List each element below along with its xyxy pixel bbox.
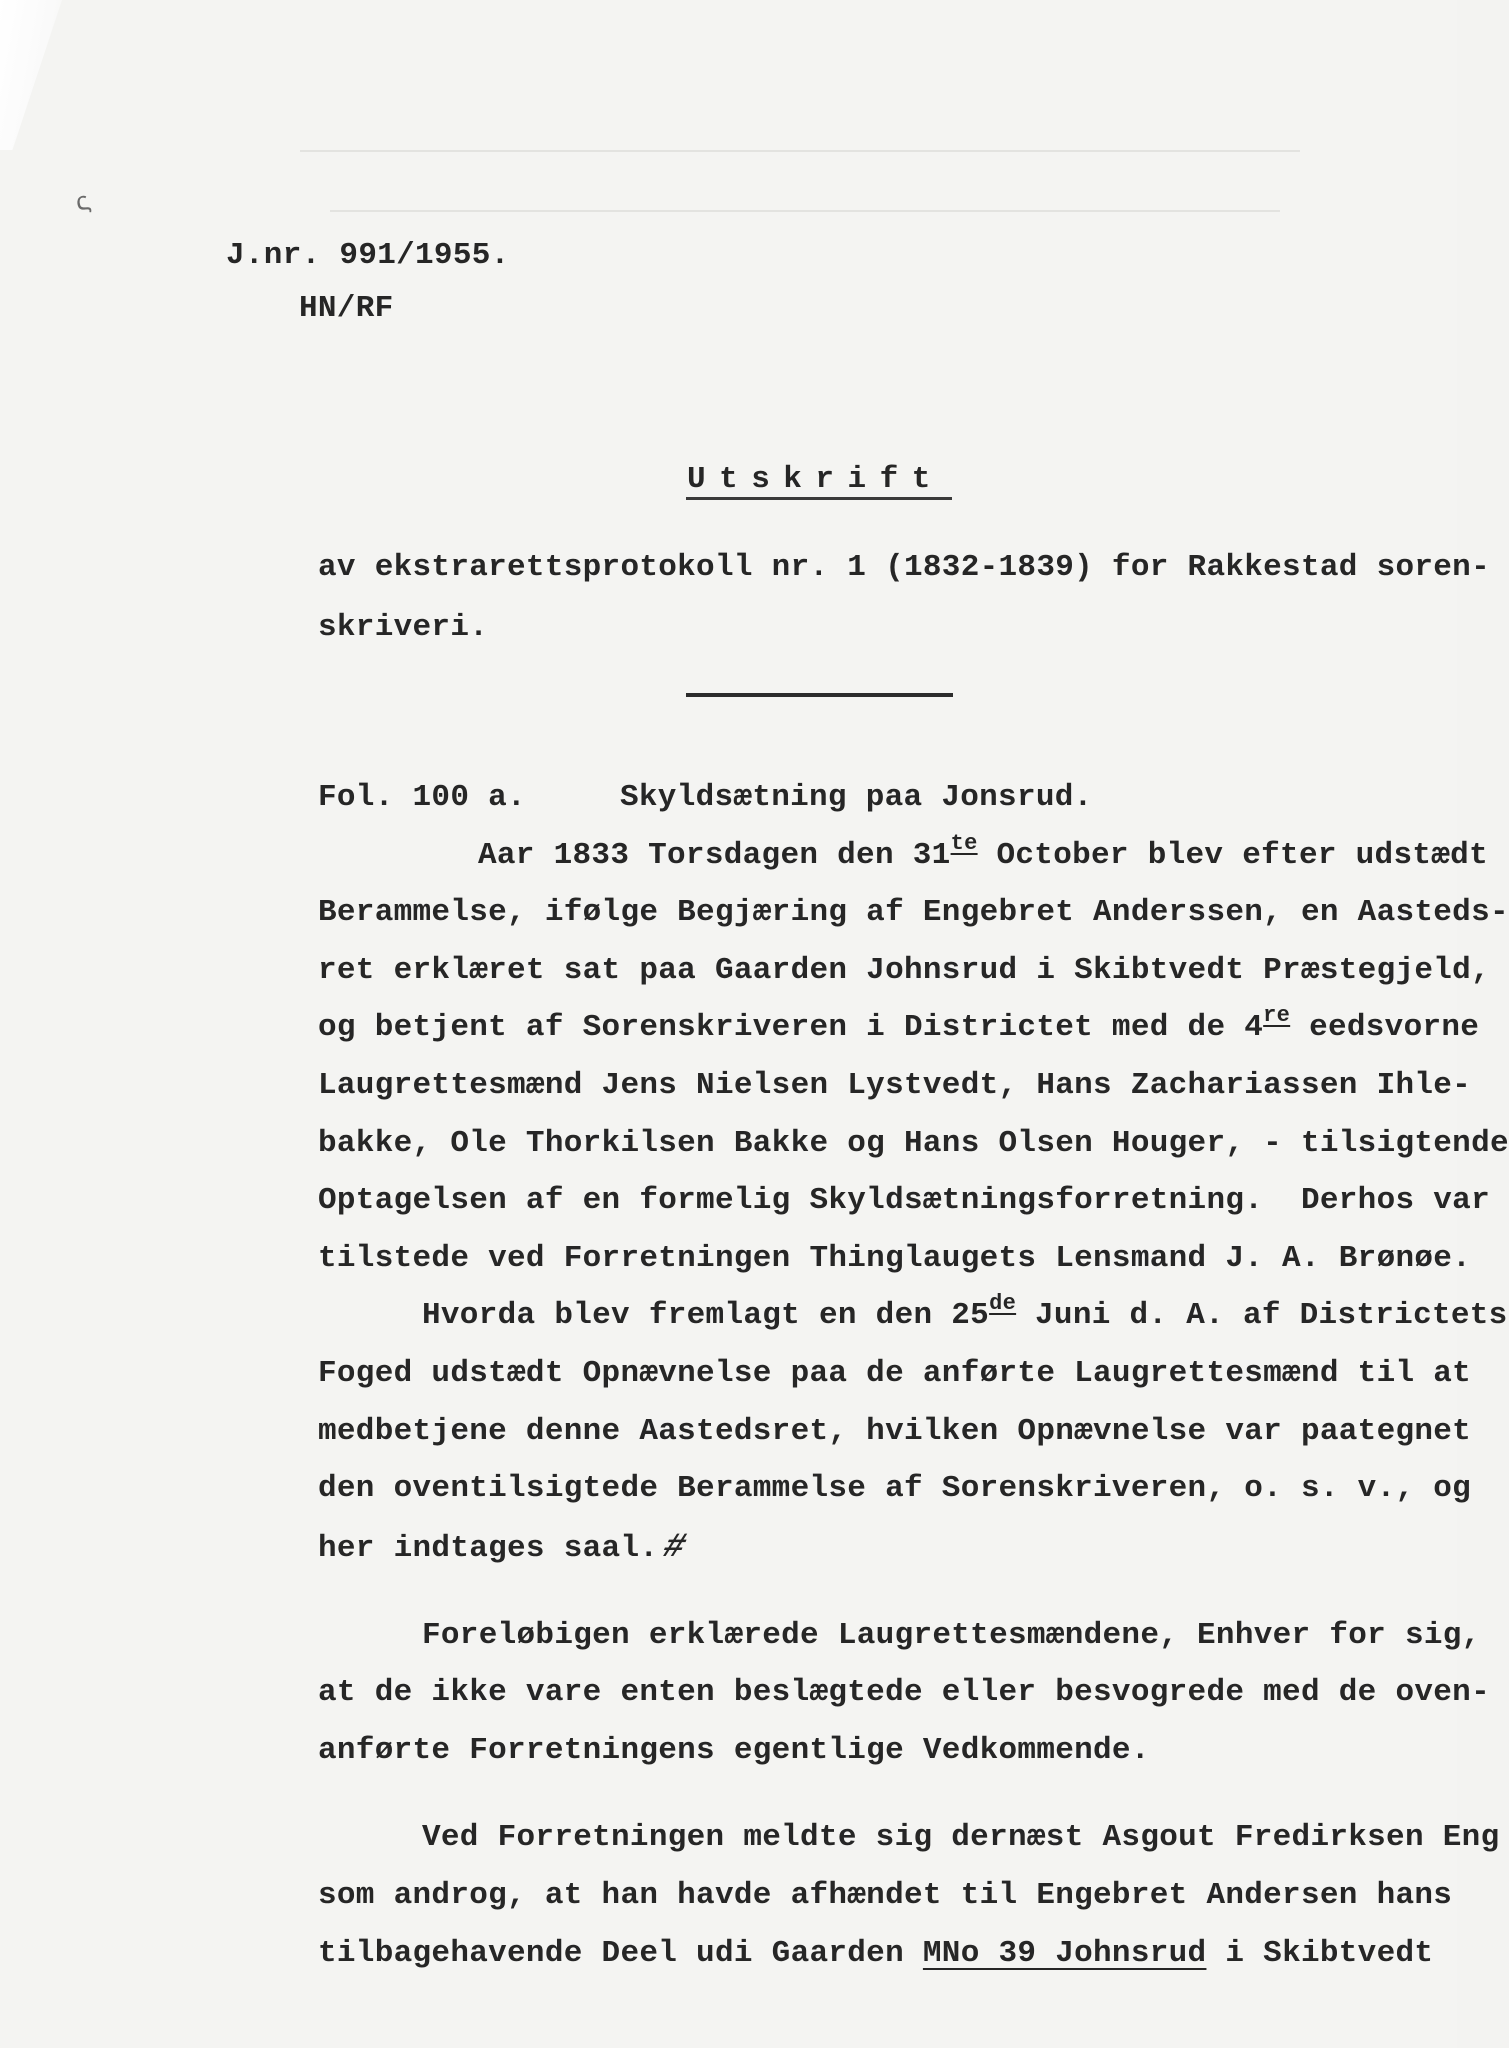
body-line: at de ikke vare enten beslægtede eller besvogrede med de oven- — [318, 1675, 1490, 1710]
body-line: medbetjene denne Aastedsret, hvilken Opnævnelse var paategnet — [318, 1414, 1472, 1449]
bleed-through-line — [330, 210, 1280, 212]
body-line: Optagelsen af en formelig Skyldsætningsforretning. Derhos var — [318, 1183, 1490, 1218]
body-line: Aar 1833 Torsdagen den $31^{te}$ October blev efter udstædt — [478, 831, 1488, 873]
body-line: Foged udstædt Opnævnelse paa de anførte Laugrettesmænd til at — [318, 1356, 1472, 1391]
body-line: Berammelse, ifølge Begjæring af Engebret Anderssen, en Aasteds- — [318, 895, 1509, 930]
body-line: som androg, at han havde afhændet til Engebret Andersen hans — [318, 1878, 1453, 1913]
body-line: Hvorda blev fremlagt en den 25de Juni d. A. af Districtets — [422, 1291, 1508, 1333]
initials: HN/RF — [299, 291, 394, 326]
document-title: Utskrift — [687, 462, 944, 497]
body-line: og betjent af Sorenskriveren i Districtet med de 4re eedsvorne — [318, 1003, 1480, 1045]
body-line: her indtages saal.# — [318, 1529, 690, 1567]
body-line: anførte Forretningens egentlige Vedkommende. — [318, 1733, 1150, 1768]
body-line: ret erklæret sat paa Gaarden Johnsrud i Skibtvedt Præstegjeld, — [318, 953, 1490, 988]
subtitle-line-1: av ekstrarettsprotokoll nr. 1 (1832-1839) for Rakkestad soren- — [318, 550, 1490, 585]
section-rule — [686, 693, 953, 697]
body-line: Laugrettesmænd Jens Nielsen Lystvedt, Hans Zachariassen Ihle- — [318, 1068, 1472, 1103]
bleed-through-line — [300, 150, 1300, 152]
folio-label: Fol. 100 a. — [318, 780, 526, 815]
page-corner-fold — [0, 0, 62, 150]
underlined-farm-reference: MNo 39 Johnsrud — [922, 1936, 1207, 1971]
body-line: Foreløbigen erklærede Laugrettesmændene, Enhver for sig, — [422, 1618, 1481, 1653]
journal-number: J.nr. 991/1955. — [226, 238, 510, 273]
folio-heading: Skyldsætning paa Jonsrud. — [620, 780, 1093, 815]
body-line: Ved Forretningen meldte sig dernæst Asgout Fredirksen Eng — [422, 1820, 1500, 1855]
title-underline — [686, 497, 952, 500]
body-line: den oventilsigtede Berammelse af Sorenskriveren, o. s. v., og — [318, 1471, 1472, 1506]
handwritten-mark: # — [660, 1529, 690, 1567]
subtitle-line-2: skriveri. — [318, 610, 489, 645]
body-line: tilbagehavende Deel udi Gaarden MNo 39 Johnsrud i Skibtvedt — [318, 1936, 1434, 1971]
margin-mark: ς — [70, 186, 96, 220]
body-line: bakke, Ole Thorkilsen Bakke og Hans Olsen Houger, - tilsigtende — [318, 1126, 1509, 1161]
body-line: tilstede ved Forretningen Thinglaugets Lensmand J. A. Brønøe. — [318, 1241, 1472, 1276]
